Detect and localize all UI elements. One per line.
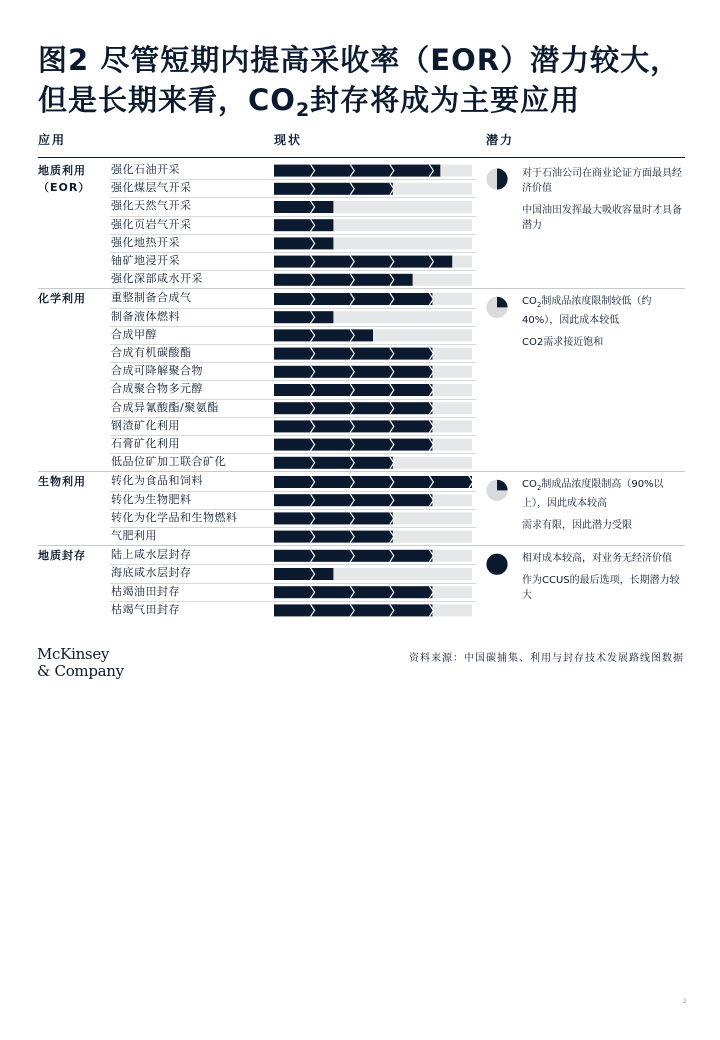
group-name: 地质封存 [38,549,86,563]
potential-note-post: 制成品浓度限制高（90%以上），因此成本较高 [522,479,664,510]
status-bar-fill [274,237,333,249]
status-bar-fill [274,604,432,616]
status-bar-fill [274,183,393,195]
status-bar-fill [274,256,452,268]
application-label: 海底咸水层封存 [111,566,192,580]
group-name: 地质利用 [38,164,86,177]
title-line-1: 图2 尽管短期内提高采收率（EOR）潜力较大， [38,43,681,77]
status-bar-fill [274,329,373,341]
application-label: 强化深部咸水开采 [111,272,203,286]
potential-note-sub: 2 [536,484,542,493]
application-label: 低品位矿加工联合矿化 [111,455,226,469]
group-name: 生物利用 [38,475,86,489]
application-label: 枯竭油田封存 [111,584,180,598]
mckinsey-logo [37,646,124,680]
potential-note-pre: 需求有限，因此潜力受限 [522,520,632,532]
application-label: 强化页岩气开采 [111,217,192,231]
application-label: 合成有机碳酸酯 [111,346,192,359]
status-bar-fill [274,384,432,396]
potential-note-pre: 中国油田发挥最大吸收容量时才具备潜力 [522,205,682,231]
potential-fill [497,168,508,190]
application-label: 枯竭气田封存 [111,602,180,616]
group-name: 化学利用 [38,292,86,306]
status-bar-fill [274,201,333,213]
application-label: 合成可降解聚合物 [111,364,203,378]
group-name-sub: （EOR） [38,181,91,194]
potential-note-pre: CO [522,479,537,491]
status-bar-fill [274,219,333,231]
potential-note-pre: CO2需求接近饱和 [522,337,604,349]
potential-note-pre: 相对成本较高，对业务无经济价值 [522,553,672,565]
application-label: 气肥利用 [111,529,157,542]
potential-note-pre: CO [522,296,537,308]
application-label: 转化为生物肥料 [111,492,192,506]
brand-line-2: & Company [37,662,124,680]
application-label: 合成聚合物多元醇 [111,382,203,396]
status-bar-fill [274,550,432,562]
title-line-2-pre: 但是长期来看，CO [38,83,296,117]
application-label: 转化为食品和饲料 [111,474,203,488]
status-bar-fill [274,494,432,506]
status-bar-fill [274,439,432,451]
application-label: 石膏矿化利用 [111,437,180,450]
application-label: 铀矿地浸开采 [111,254,180,267]
status-bar-fill [274,293,432,305]
brand-line-1: McKinsey [37,645,110,663]
application-label: 制备液体燃料 [111,309,180,323]
potential-note-post: 制成品浓度限制较低（约40%），因此成本较低 [522,296,652,327]
column-header-application: 应用 [38,133,67,147]
status-bar-fill [274,476,472,488]
status-bar-fill [274,420,432,432]
application-label: 钢渣矿化利用 [111,418,180,432]
column-header-status: 现状 [274,133,303,147]
title-line-2-post: 封存将成为主要应用 [310,83,581,117]
status-bar-fill [274,512,393,524]
status-bar-fill [274,568,333,580]
potential-note-sub: 2 [536,301,542,310]
status-bar-fill [274,531,393,543]
application-label: 强化地热开采 [111,235,180,249]
status-bar-fill [274,402,432,414]
source-note: 资料来源：中国碳捕集、利用与封存技术发展路线图数据 [409,653,684,664]
potential-note-pre: 对于石油公司在商业论证方面最具经济价值 [522,168,682,194]
title-line-2-sub: 2 [295,99,311,121]
status-bar-fill [274,274,413,286]
potential-note-pre: 作为CCUS的最后选项，长期潜力较大 [522,575,680,602]
status-bar-fill [274,586,432,598]
status-bar-fill [274,348,432,360]
status-bar-fill [274,457,393,469]
status-bar-fill [274,366,432,378]
application-label: 重整制备合成气 [111,291,192,305]
application-label: 合成异氰酸酯/聚氨酯 [111,400,219,414]
application-label: 强化天然气开采 [111,199,192,213]
column-header-potential: 潜力 [486,133,515,147]
status-bar-fill [274,165,440,177]
application-label: 合成甲醇 [111,327,157,341]
status-bar-fill [274,311,333,323]
application-label: 强化石油开采 [111,163,180,176]
application-label: 陆上咸水层封存 [111,548,192,562]
application-label: 转化为化学品和生物燃料 [111,510,238,524]
page-number: 2 [683,998,687,1005]
application-label: 强化煤层气开采 [111,181,192,195]
